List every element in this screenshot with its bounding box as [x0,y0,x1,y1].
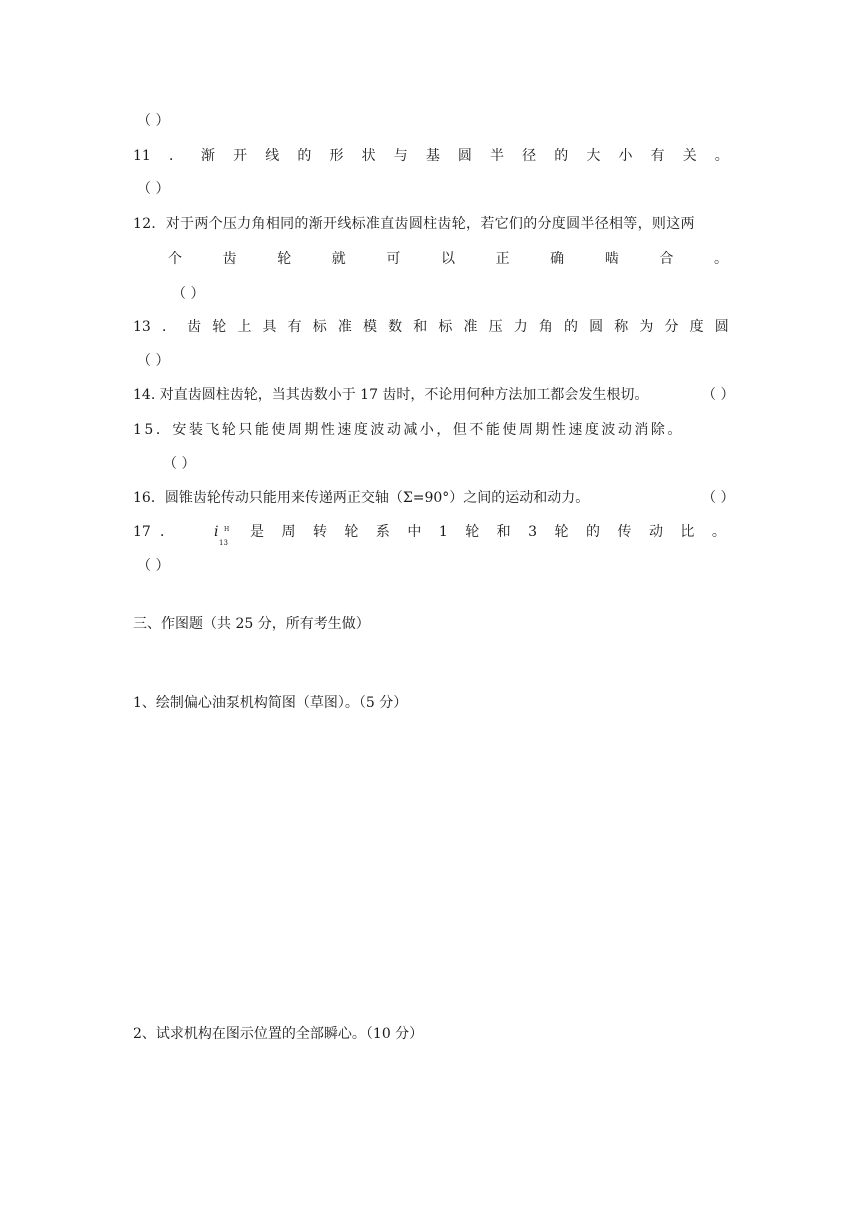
q11-char: 开 [233,148,248,164]
q12-char: 合 [659,251,674,267]
q13-char: ． [161,319,176,335]
transmission-ratio-symbol [214,523,244,546]
q14-answer-paren: （ ） [702,387,735,403]
q17-char: 的 [586,524,600,540]
q12-char: 个 [168,251,182,267]
q13-char: 准 [337,319,352,335]
q17-char: 轮 [554,524,569,540]
q12-char: 。 [713,251,728,267]
drawing-question-2: 2、试求机构在图示位置的全部瞬心。（10 分） [133,1026,424,1042]
q11-char: 线 [265,148,280,164]
q11-char: 基 [425,148,440,164]
q17-char: 和 [496,524,511,540]
q11-char: 圆 [457,148,472,164]
q13-char: 有 [287,319,302,335]
q13-char: 准 [463,319,478,335]
q11-char: 的 [554,148,569,164]
q17-char: 。 [711,524,726,540]
q13-char: 圆 [714,319,729,335]
question-16: 16．圆锥齿轮传动只能用来传递两正交轴（Σ=90°）之间的运动和动力。 [133,490,590,506]
q12-char: 以 [440,251,455,267]
q17-char: 周 [281,524,296,540]
q17-char: 转 [312,524,327,540]
q17-char: 轮 [465,524,480,540]
q11-char: 关 [682,148,697,164]
q17-char: 比 [680,524,695,540]
q12-char: 确 [550,251,565,267]
q13-char: 轮 [212,319,227,335]
q15-answer-paren: （ ） [163,456,196,472]
symbol-subscript: 13 [219,539,228,547]
question-14: 14. 对直齿圆柱齿轮，当其齿数小于 17 齿时，不论用何种方法加工都会发生根切。 [133,387,649,403]
q11-char: 径 [522,148,537,164]
q11-char: 。 [714,148,729,164]
q13-char: 13 [133,319,151,335]
symbol-superscript: H [224,526,230,533]
q13-char: 标 [312,319,327,335]
q17-answer-paren: （ ） [137,558,170,574]
question-11 [133,147,729,165]
question-12-line2 [168,250,728,268]
q13-char: 压 [488,319,503,335]
q12-char: 轮 [277,251,292,267]
q11-answer-paren: （ ） [137,181,170,197]
q11-char: 有 [650,148,665,164]
question-17 [250,523,726,541]
q11-char: 状 [361,148,376,164]
drawing-question-1: 1、绘制偏心油泵机构简图（草图）。（5 分） [133,695,408,711]
section-3-title: 三、作图题（共 25 分，所有考生做） [133,616,370,632]
q12-answer-paren: （ ） [172,286,205,302]
q17-char: 动 [648,524,663,540]
q17-char: 中 [407,524,422,540]
q13-char: 称 [614,319,629,335]
q13-char: 的 [563,319,578,335]
q13-char: 和 [413,319,428,335]
q17-char: 是 [250,524,264,540]
q11-char: 半 [490,148,505,164]
q16-answer-paren: （ ） [702,490,735,506]
q13-char: 力 [513,319,528,335]
q17-char: 3 [528,524,538,540]
q13-char: 具 [262,319,277,335]
q13-char: 模 [362,319,377,335]
q13-char: 圆 [589,319,604,335]
symbol-i: i [214,524,219,540]
q13-char: 数 [388,319,403,335]
question-15: 15．安装飞轮只能使周期性速度波动减小，但不能使周期性速度波动消除。 [133,422,684,438]
q12-char: 就 [331,251,346,267]
question-17-number: 17 [133,524,151,540]
q11-char: 大 [586,148,601,164]
q11-char: 11 [133,148,151,164]
question-17-dot: ． [160,524,174,540]
question-13 [133,318,729,336]
q13-answer-paren: （ ） [137,353,170,369]
q17-char: 轮 [344,524,359,540]
q11-char: 形 [329,148,344,164]
q13-char: 角 [538,319,553,335]
q10-answer-paren: （ ） [137,113,170,129]
q17-char: 1 [438,524,448,540]
q13-char: 度 [689,319,704,335]
q12-char: 啮 [604,251,619,267]
question-12-line1: 12．对于两个压力角相同的渐开线标准直齿圆柱齿轮，若它们的分度圆半径相等，则这两 [133,216,695,232]
q11-char: 小 [618,148,633,164]
q13-char: 上 [237,319,252,335]
q13-char: 分 [664,319,679,335]
q13-char: 齿 [187,319,202,335]
q17-char: 系 [375,524,390,540]
q13-char: 为 [639,319,654,335]
q12-char: 齿 [222,251,237,267]
q11-char: 与 [393,148,408,164]
q12-char: 可 [386,251,401,267]
q17-char: 传 [617,524,632,540]
q12-char: 正 [495,251,510,267]
q11-char: ． [168,148,183,164]
q13-char: 标 [438,319,453,335]
q11-char: 的 [297,148,312,164]
q11-char: 渐 [201,148,216,164]
